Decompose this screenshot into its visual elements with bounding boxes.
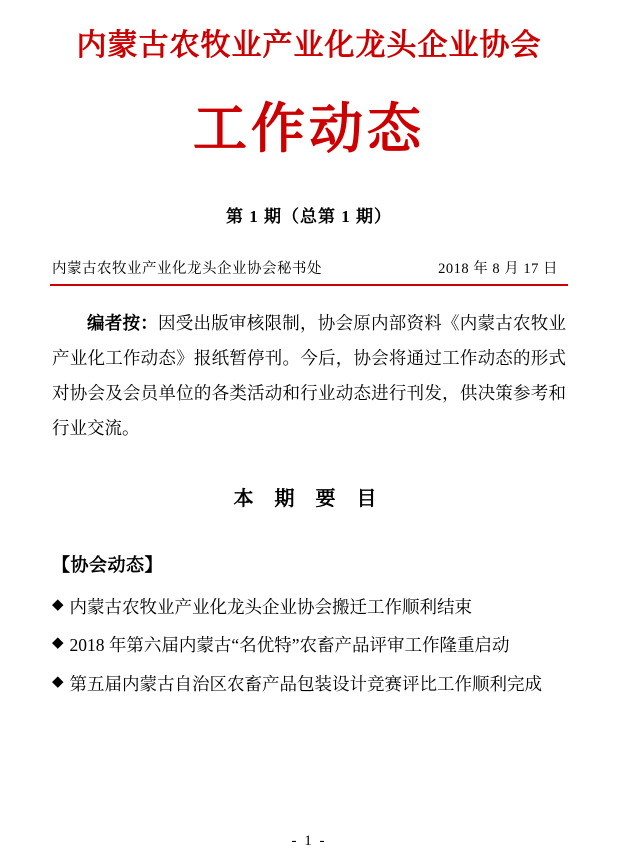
issuer-name: 内蒙古农牧业产业化龙头企业协会秘书处 bbox=[52, 261, 322, 278]
organization-masthead: 内蒙古农牧业产业化龙头企业协会 bbox=[76, 29, 542, 62]
page-number: - 1 - bbox=[291, 833, 327, 849]
bulletin-title: 工作动态 bbox=[193, 99, 425, 159]
diamond-bullet-icon: ◆ bbox=[52, 673, 64, 690]
contents-heading: 本 期 要 目 bbox=[233, 488, 385, 511]
diamond-bullet-icon: ◆ bbox=[52, 635, 64, 652]
list-item bbox=[52, 591, 566, 623]
diamond-bullet-icon: ◆ bbox=[52, 597, 64, 614]
editor-note bbox=[48, 306, 570, 446]
publication-meta bbox=[48, 257, 570, 284]
list-item bbox=[52, 668, 566, 700]
list-item bbox=[52, 629, 566, 661]
list-item-label: 2018 年第六届内蒙古“名优特”农畜产品评审工作隆重启动 bbox=[69, 635, 510, 656]
editor-note-label: 编者按： bbox=[87, 313, 158, 334]
editor-note-text: 因受出版审核限制，协会原内部资料《内蒙古农牧业产业化工作动态》报纸暂停刊。今后，协会将通过工作动态的形式对协会及会员单位的各类活动和行业动态进行刊发，供决策参考和行业交流。 bbox=[52, 313, 566, 439]
contents-list bbox=[48, 591, 570, 700]
header-divider bbox=[50, 284, 568, 286]
issue-number: 第 1 期（总第 1 期） bbox=[226, 207, 392, 227]
list-item-label: 内蒙古农牧业产业化龙头企业协会搬迁工作顺利结束 bbox=[69, 597, 473, 618]
category-heading: 【协会动态】 bbox=[52, 555, 163, 576]
list-item-label: 第五届内蒙古自治区农畜产品包装设计竞赛评比工作顺利完成 bbox=[69, 673, 543, 694]
publication-date: 2018 年 8 月 17 日 bbox=[438, 261, 558, 278]
